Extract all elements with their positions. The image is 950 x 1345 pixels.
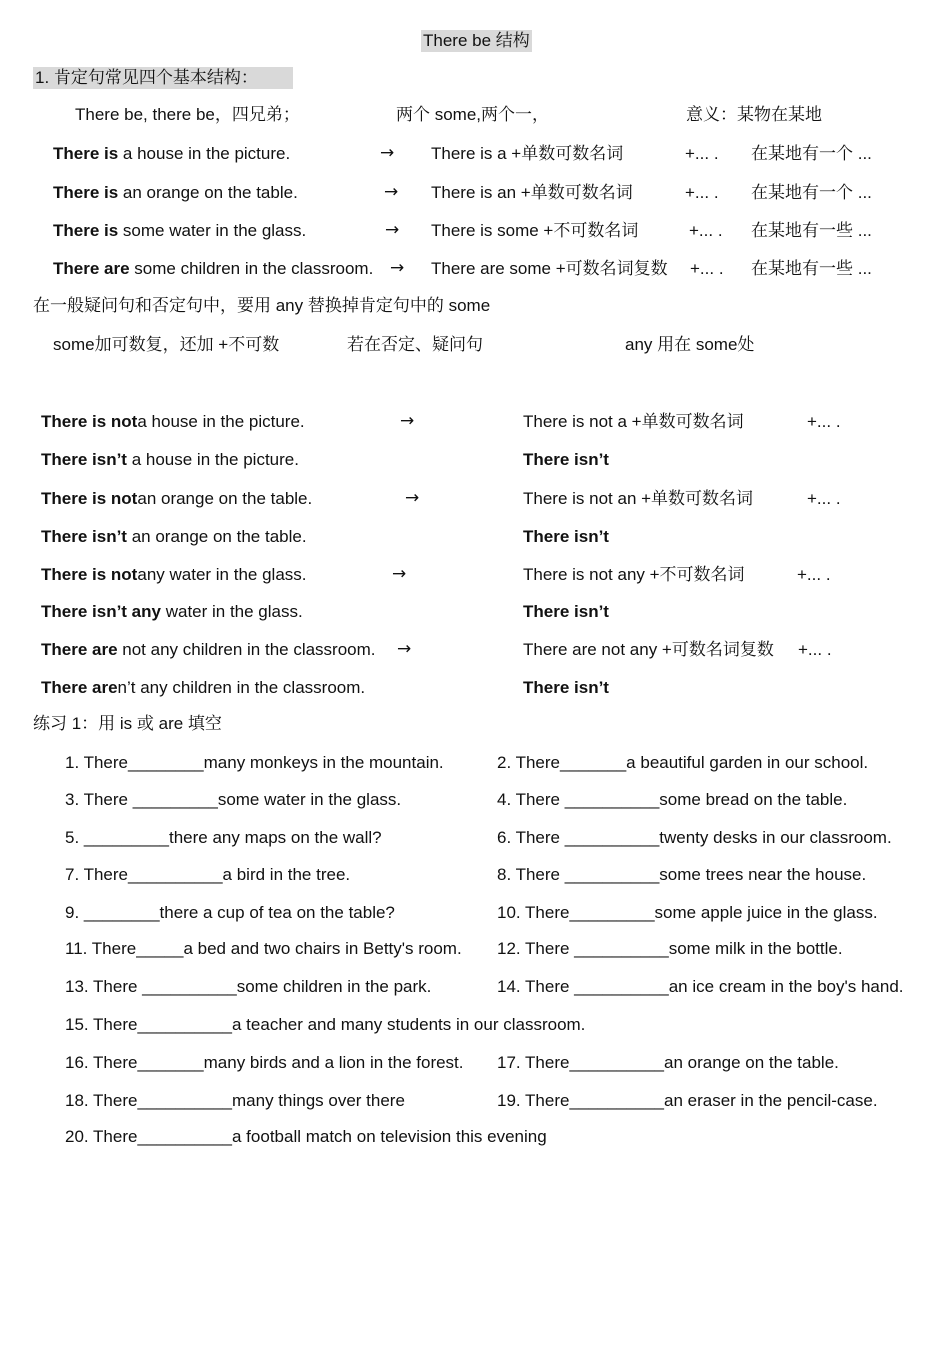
example-sentence: There isn’t a house in the picture. xyxy=(41,450,299,469)
example-sentence: There is nota house in the picture. xyxy=(41,412,305,431)
exercise-item: 1. There________many monkeys in the mountain. xyxy=(65,753,444,772)
exercise-item: 14. There __________an ice cream in the boy's hand. xyxy=(497,977,904,996)
formula: There is some +不可数名词 xyxy=(431,221,639,240)
arrow-icon: → xyxy=(390,258,405,278)
meaning: 在某地有一些 ... xyxy=(751,259,872,278)
formula-contraction: There isn’t xyxy=(523,527,609,546)
meaning: 在某地有一些 ... xyxy=(751,221,872,240)
formula-plus: +... . xyxy=(690,259,724,278)
exercise-item: 12. There __________some milk in the bottle. xyxy=(497,939,843,958)
formula: There is a +单数可数名词 xyxy=(431,144,624,163)
exercise-item: 11. There_____a bed and two chairs in Betty's room. xyxy=(65,939,462,958)
arrow-icon: → xyxy=(397,639,412,659)
arrow-icon: → xyxy=(405,488,420,508)
example-sentence: There isn’t an orange on the table. xyxy=(41,527,307,546)
formula: There are not any +可数名词复数 xyxy=(523,640,774,659)
arrow-icon: → xyxy=(400,411,415,431)
formula-contraction: There isn’t xyxy=(523,678,609,697)
rhyme-part1: some加可数复，还加 +不可数 xyxy=(53,335,280,354)
exercise-item: 8. There __________some trees near the house. xyxy=(497,865,867,884)
formula: There is not an +单数可数名词 xyxy=(523,489,754,508)
formula: There is not a +单数可数名词 xyxy=(523,412,744,431)
exercise-item: 10. There_________some apple juice in the glass. xyxy=(497,903,878,922)
meaning: 在某地有一个 ... xyxy=(751,144,872,163)
example-sentence: There are not any children in the classroom. xyxy=(41,640,376,659)
rhyme-part3: any 用在 some处 xyxy=(625,335,755,354)
exercise-item: 6. There __________twenty desks in our classroom. xyxy=(497,828,892,847)
arrow-icon: → xyxy=(385,220,400,240)
arrow-icon: → xyxy=(392,564,407,584)
section-heading: 1. 肯定句常见四个基本结构： xyxy=(33,67,293,89)
formula: There is not any +不可数名词 xyxy=(523,565,745,584)
formula-plus: +... . xyxy=(689,221,723,240)
formula-plus: +... . xyxy=(797,565,831,584)
example-sentence: There is an orange on the table. xyxy=(53,183,298,202)
example-sentence: There is some water in the glass. xyxy=(53,221,307,240)
exercise-item: 17. There__________an orange on the table. xyxy=(497,1053,839,1072)
formula-plus: +... . xyxy=(807,489,841,508)
formula: There is an +单数可数名词 xyxy=(431,183,633,202)
rule-note: 在一般疑问句和否定句中，要用 any 替换掉肯定句中的 some xyxy=(33,296,491,315)
page-title: There be 结构 xyxy=(423,31,530,50)
exercise-item: 7. There__________a bird in the tree. xyxy=(65,865,351,884)
exercise-item: 2. There_______a beautiful garden in our school. xyxy=(497,753,869,772)
example-sentence: There is a house in the picture. xyxy=(53,144,291,163)
mnemonic-part2: 两个 some,两个一， xyxy=(396,105,550,124)
arrow-icon: → xyxy=(380,143,395,163)
exercise-item: 4. There __________some bread on the table. xyxy=(497,790,848,809)
example-sentence: There isn’t any water in the glass. xyxy=(41,602,303,621)
exercise-item: 20. There__________a football match on television this evening xyxy=(65,1127,547,1146)
formula-contraction: There isn’t xyxy=(523,602,609,621)
formula-plus: +... . xyxy=(685,144,719,163)
example-sentence: There are some children in the classroom. xyxy=(53,259,374,278)
exercise-heading: 练习 1：用 is 或 are 填空 xyxy=(33,714,222,733)
formula-plus: +... . xyxy=(807,412,841,431)
meaning: 在某地有一个 ... xyxy=(751,183,872,202)
exercise-item: 19. There__________an eraser in the pencil-case. xyxy=(497,1091,878,1110)
exercise-item: 18. There__________many things over there xyxy=(65,1091,405,1110)
exercise-item: 9. ________there a cup of tea on the table? xyxy=(65,903,395,922)
rhyme-part2: 若在否定、疑问句 xyxy=(347,335,483,354)
exercise-item: 15. There__________a teacher and many students in our classroom. xyxy=(65,1015,586,1034)
exercise-item: 5. _________there any maps on the wall? xyxy=(65,828,382,847)
exercise-item: 16. There_______many birds and a lion in the forest. xyxy=(65,1053,464,1072)
example-sentence: There is notany water in the glass. xyxy=(41,565,307,584)
formula-plus: +... . xyxy=(685,183,719,202)
example-sentence: There aren’t any children in the classroom. xyxy=(41,678,366,697)
formula-contraction: There isn’t xyxy=(523,450,609,469)
mnemonic-part1: There be, there be，四兄弟； xyxy=(75,105,300,124)
mnemonic-part3: 意义：某物在某地 xyxy=(686,105,822,124)
exercise-item: 3. There _________some water in the glass. xyxy=(65,790,402,809)
formula-plus: +... . xyxy=(798,640,832,659)
arrow-icon: → xyxy=(384,182,399,202)
exercise-item: 13. There __________some children in the park. xyxy=(65,977,432,996)
formula: There are some +可数名词复数 xyxy=(431,259,668,278)
example-sentence: There is notan orange on the table. xyxy=(41,489,313,508)
